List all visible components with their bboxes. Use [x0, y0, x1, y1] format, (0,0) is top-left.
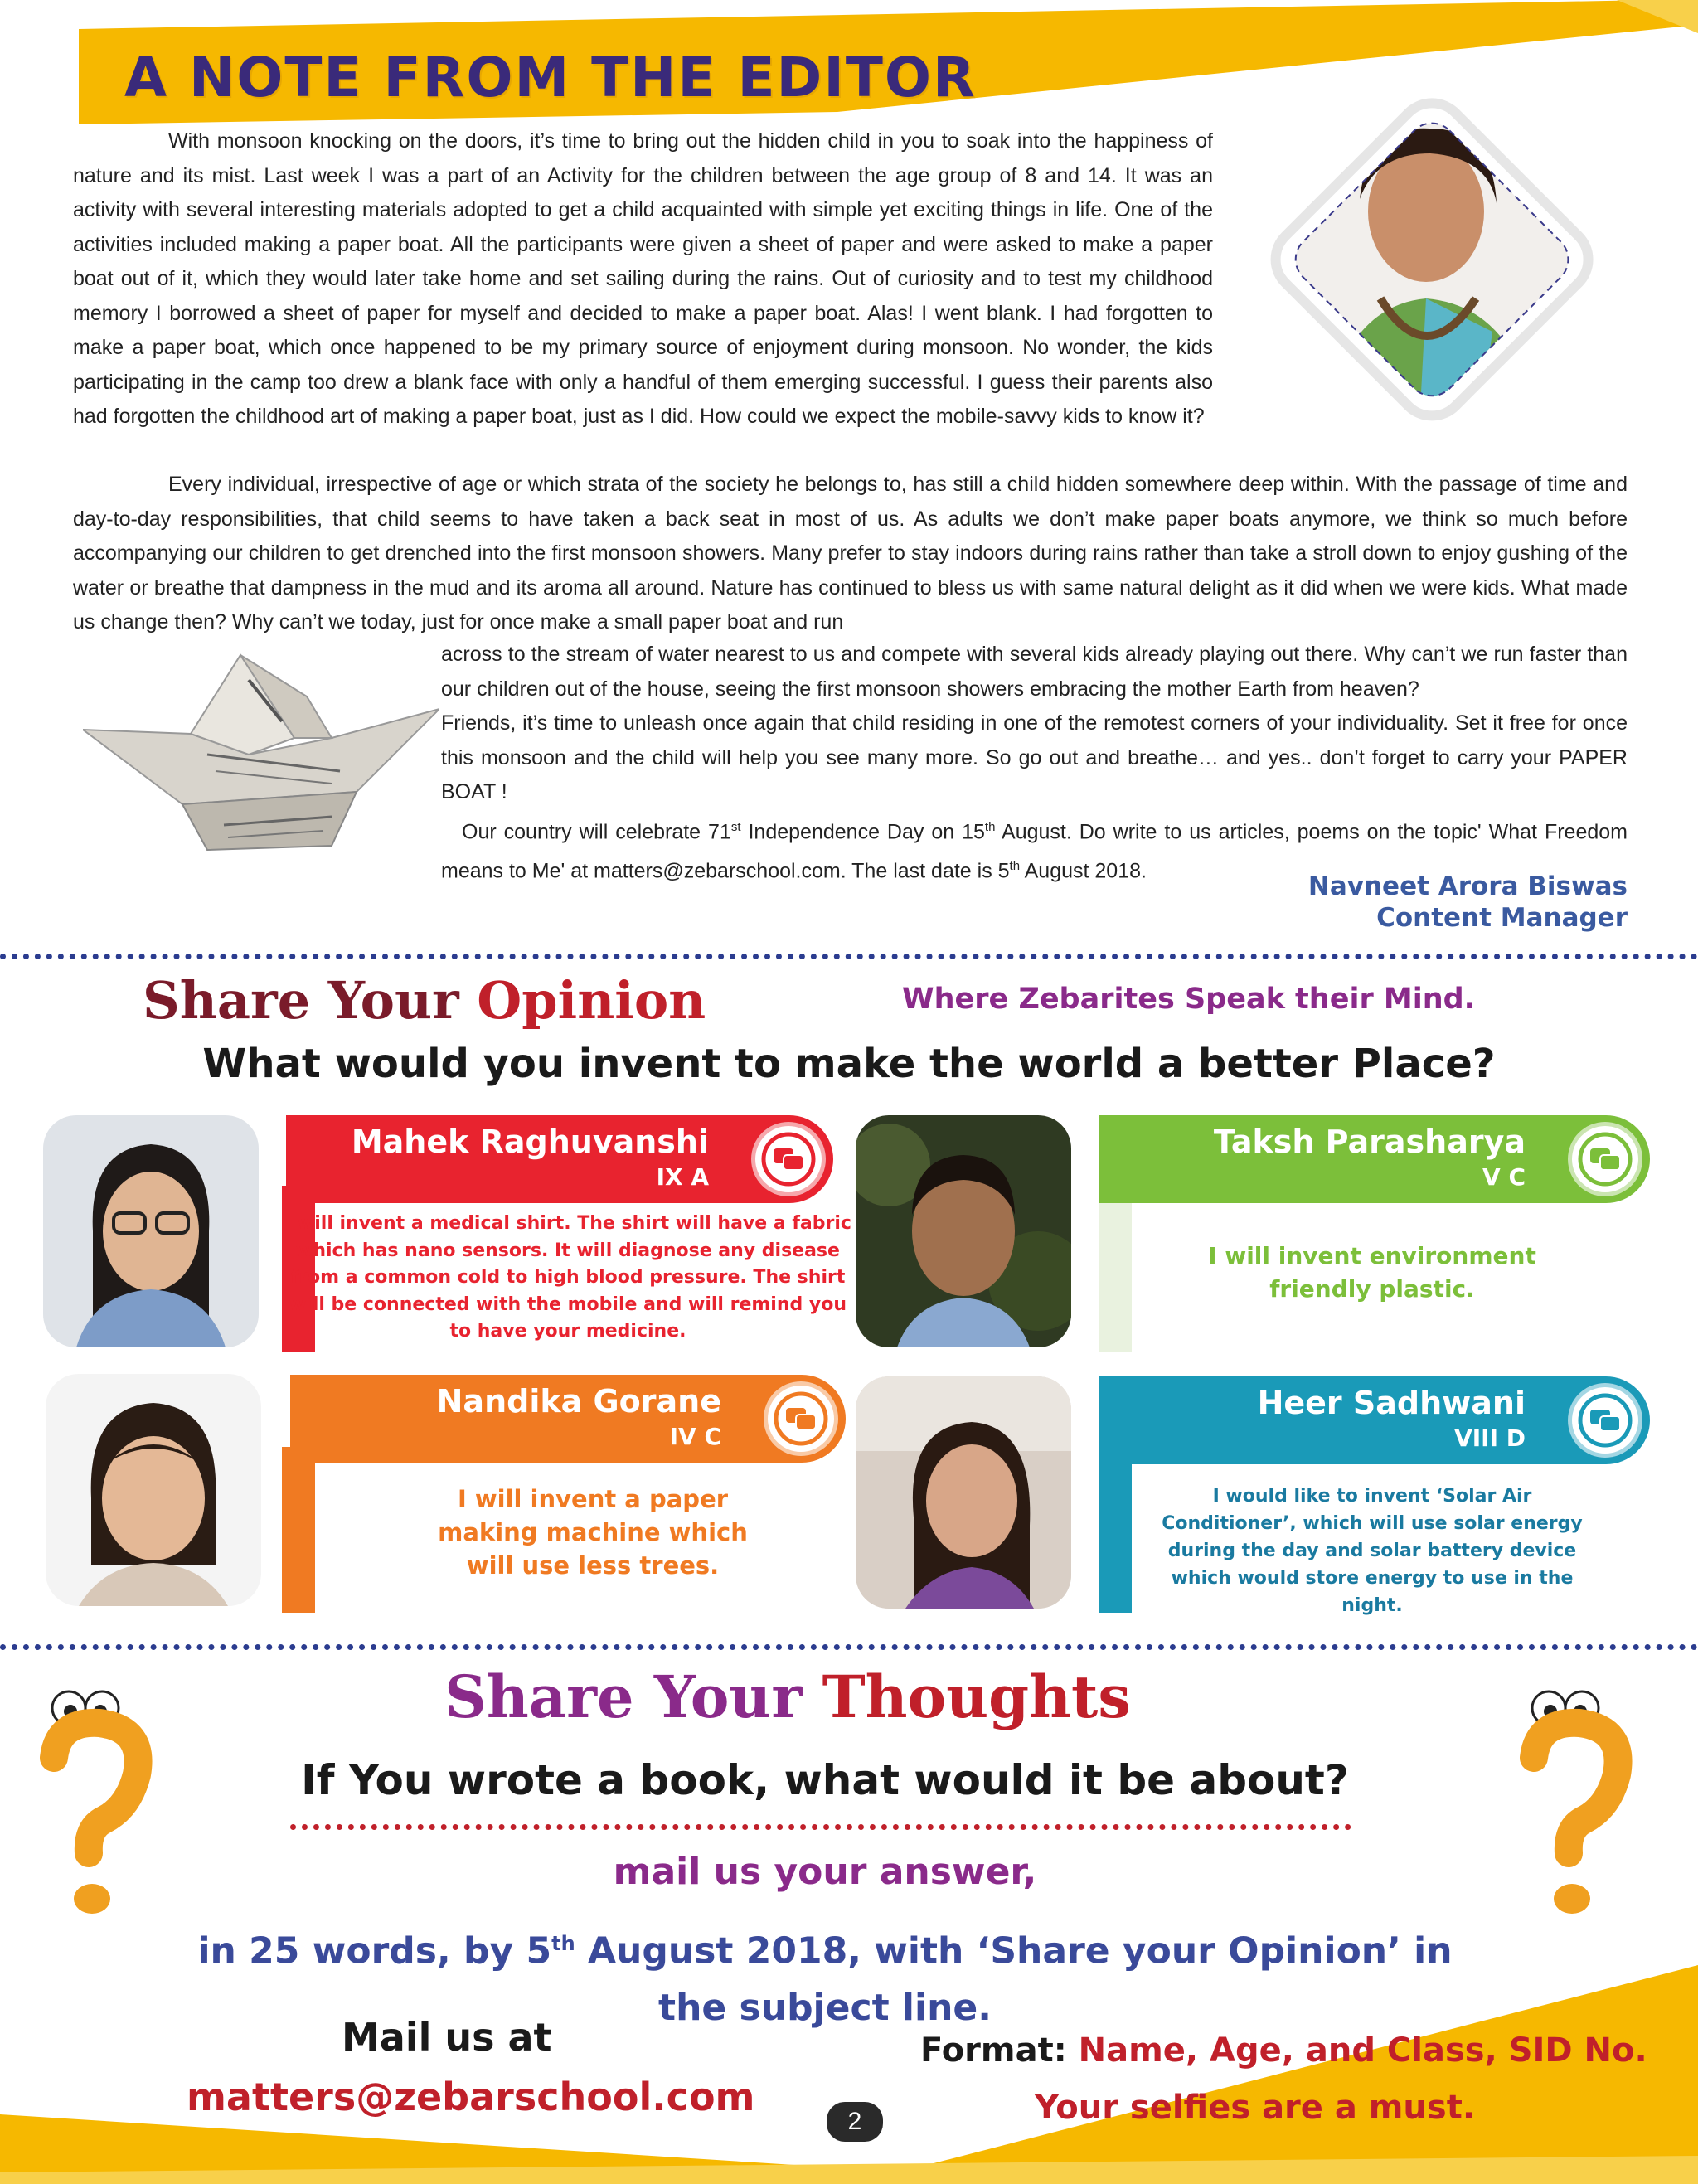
entry-4-chat-icon: [1572, 1387, 1638, 1454]
editor-text-1: With monsoon knocking on the doors, it’s time to bring out the hidden child in you to soak into the happiness of nature and its mist. Last week I was a part of an Activity for the children between the age group of 8 and 14. It was an activity with several interesting materials adopted to get a child acquainted with simple yet exciting things in life. One of the activities included making a paper boat. All the participants were given a sheet of paper and were asked to make a paper boat out of it, which they would later take home and set sailing during the rains. Out of curiosity and to test my childhood memory I borrowed a sheet of paper for myself and decided to make a paper boat. Alas! I went blank. I had forgotten to make a paper boat, which once happened to be my primary source of enjoyment during monsoon. No wonder, the kids participating in the camp too drew a blank face with only a handful of them emerging successful. I guess their parents also had forgotten the childhood art of making a paper boat, just as I did. How could we expect the mobile-savvy kids to know it?: [73, 129, 1213, 428]
para4-d: August 2018.: [1020, 859, 1147, 883]
instructions-sup: th: [551, 1932, 575, 1955]
entry-4-name: Heer Sadhwani: [1257, 1385, 1526, 1421]
editor-paragraph-1: [73, 124, 1213, 434]
format-label: Format:: [920, 2031, 1067, 2070]
para4-a: Our country will celebrate 71: [462, 819, 731, 843]
instructions-b: August 2018, with ‘Share your Opinion’ in the subject line.: [575, 1929, 1453, 2029]
mail-us-label: Mail us at: [342, 2015, 552, 2060]
editor-paragraph-2: [73, 468, 1628, 640]
editor-text-2: Every individual, irrespective of age or which strata of the society he belongs to, has still a child hidden somewhere deep within. With the passage of time and day-to-day responsibilities, that child seems to have taken a back seat in most of us. As adults we don’t make paper boats anymore, we think so much before accompanying our children to get drenched into the first monsoon showers. Many prefer to stay indoors during rains rather than take a stroll down to enjoy gushing of the water or breathe that dampness in the mud and its aroma all around. Nature has continued to bless us with same natural delight as it did when we were kids. What made us change then? Why can’t we today, just for once make a small paper boat and run: [73, 473, 1628, 633]
entry-3-banner: [290, 1375, 846, 1463]
entry-1-name: Mahek Raghuvanshi: [351, 1124, 709, 1160]
format-line: [920, 2031, 1647, 2070]
author-role: Content Manager: [1376, 903, 1628, 933]
entry-2-photo: [856, 1115, 1071, 1347]
thoughts-question: If You wrote a book, what would it be about?: [301, 1756, 1349, 1804]
entry-1-chat-icon: [755, 1126, 822, 1192]
editor-title: A NOTE FROM THE EDITOR: [124, 46, 977, 109]
para4-sup3: th: [1009, 859, 1021, 874]
entry-2-frame: [1065, 1186, 1148, 1352]
contact-email[interactable]: matters@zebarschool.com: [187, 2075, 755, 2119]
thoughts-title: [0, 1662, 1575, 1731]
entry-1-photo: [43, 1115, 259, 1347]
entry-3-class: IV C: [669, 1423, 721, 1450]
format-value: Name, Age, and Class, SID No.: [1078, 2031, 1647, 2070]
thoughts-title-part1: Share Your: [444, 1662, 803, 1731]
page-number: 2: [827, 2102, 883, 2142]
entry-2-banner: [1099, 1115, 1650, 1203]
divider-top: [0, 954, 1698, 959]
thoughts-dotted-line: [290, 1824, 1351, 1830]
entry-1-class: IX A: [656, 1163, 709, 1191]
editor-portrait: [1227, 58, 1617, 473]
thoughts-mail-answer: mail us your answer,: [613, 1851, 1037, 1893]
entry-4-banner: [1099, 1376, 1650, 1464]
selfies-note: Your selfies are a must.: [1035, 2089, 1476, 2127]
entry-2-answer: I will invent environment friendly plastic.: [1208, 1242, 1536, 1303]
opinion-question: What would you invent to make the world a better Place?: [202, 1041, 1496, 1087]
entry-3-name: Nandika Gorane: [436, 1383, 721, 1420]
para4-sup1: st: [730, 819, 741, 834]
opinion-title-part2: Opinion: [477, 970, 706, 1031]
entry-1-banner: [286, 1115, 833, 1203]
entry-4-frame: [1065, 1447, 1148, 1613]
paper-boat-image: [83, 647, 439, 871]
entry-3-chat-icon: [768, 1386, 834, 1452]
para4-sup2: th: [984, 819, 996, 834]
para4-b: Independence Day on 15: [740, 819, 985, 843]
instructions-a: in 25 words, by 5: [197, 1929, 552, 1973]
opinion-title: [143, 970, 706, 1031]
editor-signature: [1308, 871, 1628, 934]
author-name: Navneet Arora Biswas: [1307, 871, 1628, 901]
entry-2-chat-icon: [1572, 1126, 1638, 1192]
entry-4-photo: [856, 1376, 1071, 1609]
editor-text-2b: across to the stream of water nearest to us and compete with several kids already playing out there. Why can’t we run faster than our children out of the house, seeing the first monsoon showers embracing the mother Earth from heaven?: [441, 643, 1628, 701]
para4-c: August. Do write to us articles, poems on the topic' What Freedom means to Me' at matters@zebarschool.com. The last date is 5: [441, 819, 1628, 883]
divider-bottom: [0, 1644, 1698, 1650]
entry-3-photo: [46, 1374, 261, 1606]
entry-4-answer: I would like to invent ‘Solar Air Conditioner’, which will use solar energy during the day and solar battery device which would store energy to use in the night.: [1162, 1486, 1583, 1616]
thoughts-title-part2: Thoughts: [822, 1662, 1131, 1731]
entry-2-name: Taksh Parasharya: [1213, 1124, 1526, 1160]
entry-1-answer: I will invent a medical shirt. The shirt will have a fabric which has nano sensors. It will diagnose any disease from a common cold to high blood pressure. The shirt will be connected with the mobile and will remind you to have your medicine.: [284, 1213, 851, 1342]
entry-2-class: V C: [1482, 1163, 1526, 1191]
entry-4-class: VIII D: [1454, 1424, 1526, 1452]
opinion-tagline: Where Zebarites Speak their Mind.: [902, 983, 1475, 1016]
editor-paragraph-2b: [441, 638, 1628, 889]
entry-3-answer: I will invent a paper making machine which will use less trees.: [438, 1485, 748, 1580]
entry-3-frame: [249, 1447, 332, 1613]
editor-text-3: Friends, it’s time to unleash once again that child residing in one of the remotest corners of your individuality. Set it free for once this monsoon and the child will help you see many more. So go out and breathe… and yes.. don’t forget to carry your PAPER BOAT !: [441, 711, 1628, 803]
opinion-title-part1: Share Your: [143, 970, 459, 1031]
